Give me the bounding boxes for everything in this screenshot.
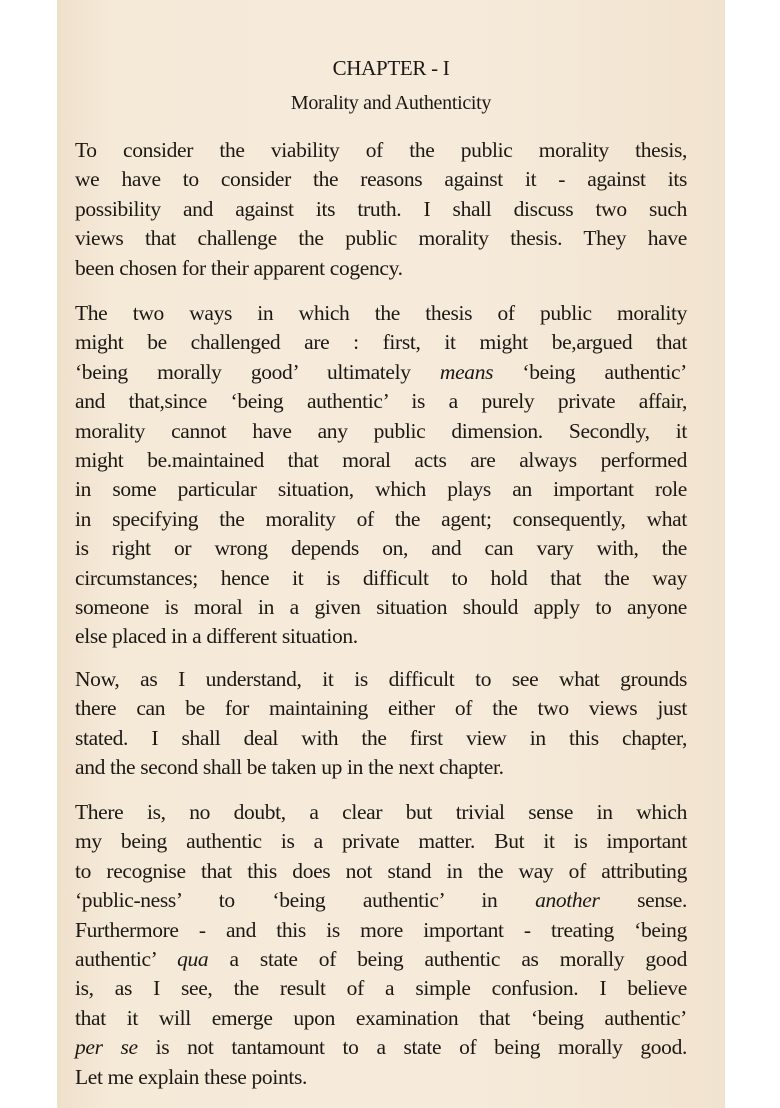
text-segment: ‘public-ness’ to ‘being authentic’ in — [75, 888, 536, 913]
italic-text: means — [439, 359, 494, 384]
text-segment: my being authentic is a private matter. But it is important — [75, 829, 687, 854]
text-line — [75, 328, 687, 357]
text-segment: Let me explain these points. — [75, 1064, 308, 1089]
text-line — [75, 1063, 687, 1092]
chapter-title: Morality and Authenticity — [290, 92, 492, 114]
text-line — [75, 694, 687, 723]
text-segment: a state of being authentic as morally good — [208, 946, 688, 971]
text-segment: Furthermore - and this is more important - treating ‘being — [75, 917, 687, 942]
italic-text: per se — [75, 1035, 138, 1060]
text-line — [75, 1004, 687, 1033]
text-segment: The two ways in which the thesis of public morality — [75, 301, 687, 325]
text-line — [75, 564, 687, 593]
text-line — [75, 593, 687, 622]
text-segment: is right or wrong depends on, and can vary with, the — [75, 536, 687, 561]
text-segment: and the second shall be taken up in the next chapter. — [75, 755, 504, 780]
text-segment: There is, no doubt, a clear but trivial sense in which — [75, 800, 687, 824]
text-segment: is, as I see, the result of a simple confusion. I believe — [75, 976, 687, 1001]
text-line — [75, 665, 687, 694]
text-segment: there can be for maintaining either of the two views just — [75, 696, 687, 721]
chapter-heading: CHAPTER - I — [332, 56, 450, 80]
text-line — [75, 165, 687, 194]
italic-text: qua — [177, 946, 209, 971]
paragraph-4 — [75, 798, 687, 1092]
text-line — [75, 945, 687, 974]
text-line — [75, 224, 687, 253]
text-line — [75, 974, 687, 1003]
text-segment: might be.maintained that moral acts are always performed — [75, 447, 687, 472]
text-segment: To consider the viability of the public morality thesis, — [75, 138, 687, 162]
text-line — [75, 753, 687, 782]
text-line — [75, 827, 687, 856]
italic-text: another — [535, 888, 600, 913]
text-line — [75, 724, 687, 753]
text-line — [75, 136, 687, 165]
text-line — [75, 798, 687, 827]
text-line — [75, 916, 687, 945]
text-line — [75, 254, 687, 283]
text-segment: morality cannot have any public dimension. Secondly, it — [75, 418, 687, 443]
text-line — [75, 387, 687, 416]
text-line — [75, 886, 687, 915]
text-segment: to recognise that this does not stand in the way of attributing — [75, 858, 687, 883]
text-segment: views that challenge the public morality thesis. They have — [75, 226, 687, 251]
paragraph-1 — [75, 136, 687, 283]
text-segment: in specifying the morality of the agent; consequently, what — [75, 506, 687, 531]
text-line — [75, 622, 687, 651]
text-segment: Now, as I understand, it is difficult to see what grounds — [75, 667, 687, 691]
text-line — [75, 358, 687, 387]
text-line — [75, 505, 687, 534]
text-segment: circumstances; hence it is difficult to hold that the way — [75, 565, 687, 590]
text-segment: and that,since ‘being authentic’ is a purely private affair, — [75, 389, 687, 414]
paragraph-3 — [75, 665, 687, 783]
text-segment: stated. I shall deal with the first view in this chapter, — [75, 725, 687, 750]
paragraph-2 — [75, 299, 687, 652]
text-segment: possibility and against its truth. I shall discuss two such — [75, 196, 687, 221]
text-segment: in some particular situation, which plays an important role — [75, 477, 687, 502]
text-segment: else placed in a different situation. — [75, 624, 358, 649]
text-segment: we have to consider the reasons against it - against its — [75, 167, 687, 192]
text-line — [75, 299, 687, 328]
text-segment: someone is moral in a given situation should apply to anyone — [75, 594, 687, 619]
text-segment: been chosen for their apparent cogency. — [75, 255, 403, 280]
text-segment: sense. — [599, 888, 687, 913]
text-segment: ‘being morally good’ ultimately — [75, 359, 440, 384]
text-segment: might be challenged are : first, it might be,argued that — [75, 330, 687, 355]
text-line — [75, 857, 687, 886]
text-line — [75, 195, 687, 224]
text-line — [75, 534, 687, 563]
text-segment: is not tantamount to a state of being morally good. — [137, 1035, 687, 1060]
text-line — [75, 1033, 687, 1062]
text-segment: ‘being authentic’ — [493, 359, 687, 384]
text-segment: that it will emerge upon examination that ‘being authentic’ — [75, 1005, 687, 1030]
text-segment: authentic’ — [75, 946, 178, 971]
text-line — [75, 446, 687, 475]
text-line — [75, 417, 687, 446]
text-line — [75, 475, 687, 504]
